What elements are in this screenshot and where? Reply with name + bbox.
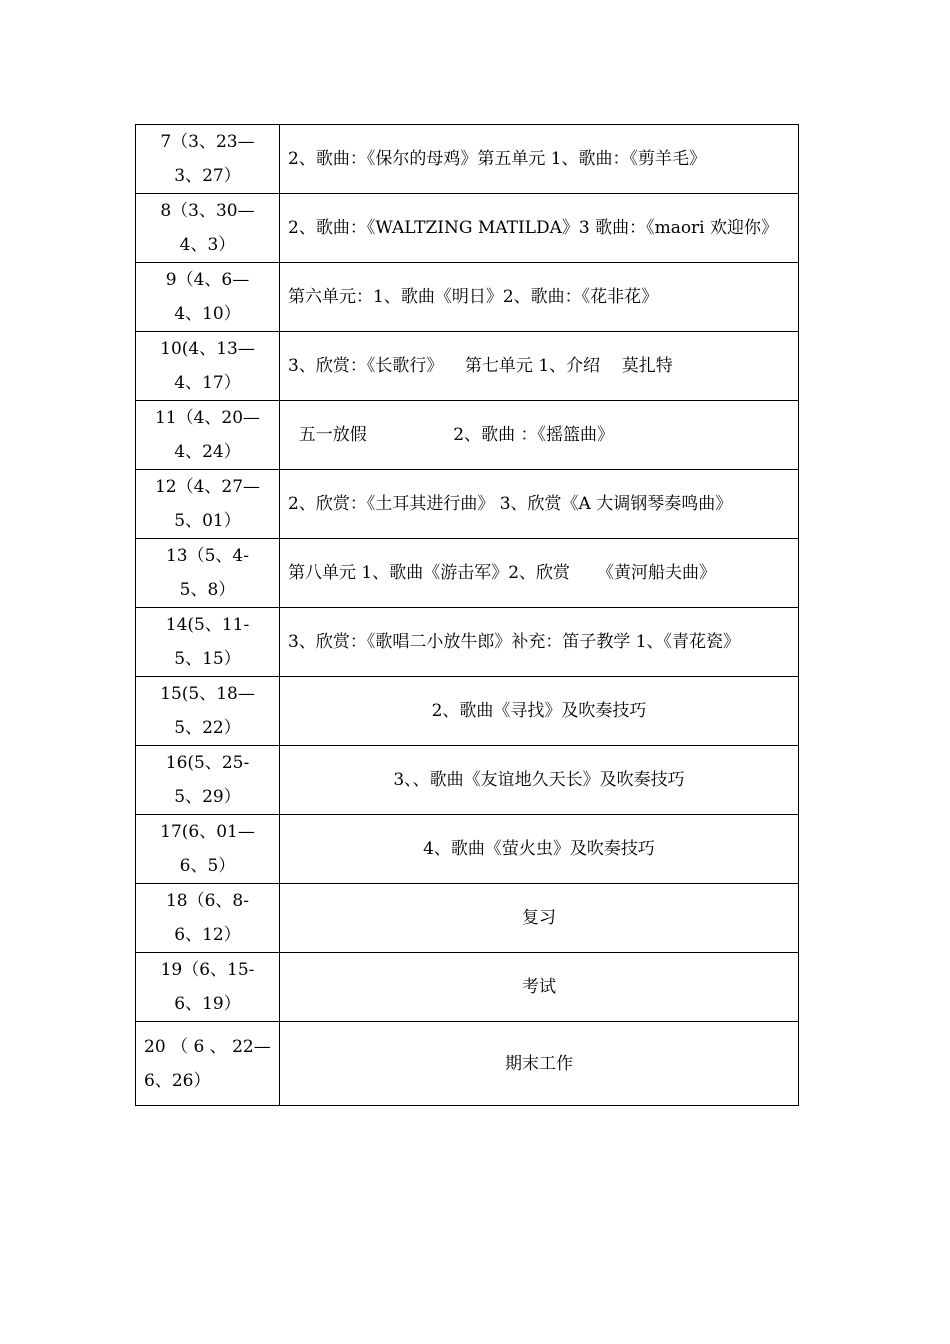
week-cell	[136, 677, 280, 746]
lesson-content: 2、歌曲：《保尔的母鸡》第五单元 1、歌曲：《剪羊毛》	[280, 125, 799, 194]
week-range-start: 20 （ 6 、 22—	[144, 1036, 271, 1057]
week-range-end: 5、8）	[179, 580, 236, 600]
week-range-start: 9（4、6—	[165, 270, 250, 290]
week-range-end: 5、22）	[174, 718, 241, 738]
week-range-end: 6、19）	[174, 994, 241, 1014]
week-cell	[136, 746, 280, 815]
week-range-end: 5、15）	[174, 649, 241, 669]
week-range-end: 3、27）	[174, 166, 241, 186]
week-cell	[136, 263, 280, 332]
week-cell	[136, 953, 280, 1022]
lesson-content: 2、歌曲《寻找》及吹奏技巧	[280, 677, 799, 746]
week-range-start: 14(5、11-	[165, 615, 250, 635]
table-row	[136, 125, 799, 194]
week-cell	[136, 884, 280, 953]
lesson-content: 五一放假 2、歌曲 ：《摇篮曲》	[280, 401, 799, 470]
week-cell	[136, 125, 280, 194]
week-cell	[136, 401, 280, 470]
week-range-start: 11（4、20—	[154, 408, 261, 428]
lesson-content: 3、欣赏：《长歌行》 第七单元 1、介绍 莫扎特	[280, 332, 799, 401]
teaching-schedule-table	[135, 124, 799, 1106]
lesson-content: 2、歌曲：《WALTZING MATILDA》3 歌曲：《maori 欢迎你》	[280, 194, 799, 263]
week-cell	[136, 332, 280, 401]
week-range-end: 4、3）	[179, 235, 236, 255]
lesson-content: 复习	[280, 884, 799, 953]
lesson-content: 3、、歌曲《友谊地久天长》及吹奏技巧	[280, 746, 799, 815]
week-cell	[136, 1022, 280, 1106]
week-range-end: 6、12）	[174, 925, 241, 945]
lesson-content: 第八单元 1、歌曲《游击军》2、欣赏 《黄河船夫曲》	[280, 539, 799, 608]
table-row	[136, 401, 799, 470]
week-range-start: 18（6、8-	[165, 891, 249, 911]
table-row	[136, 470, 799, 539]
week-range-start: 17(6、01—	[160, 822, 255, 842]
lesson-content: 2、欣赏：《土耳其进行曲》 3、欣赏《A 大调钢琴奏鸣曲》	[280, 470, 799, 539]
week-range-start: 7（3、23—	[160, 132, 255, 152]
week-range-end: 6、5）	[179, 856, 236, 876]
week-range-end: 4、17）	[174, 373, 241, 393]
week-cell	[136, 815, 280, 884]
week-range-start: 10(4、13—	[160, 339, 255, 359]
week-cell	[136, 539, 280, 608]
week-cell	[136, 608, 280, 677]
week-range-start: 13（5、4-	[165, 546, 249, 566]
table-row	[136, 263, 799, 332]
week-range-end: 4、10）	[174, 304, 241, 324]
week-cell	[136, 470, 280, 539]
table-row	[136, 194, 799, 263]
lesson-content: 3、欣赏：《歌唱二小放牛郎》补充：笛子教学 1、《青花瓷》	[280, 608, 799, 677]
week-range-end: 6、26）	[144, 1070, 211, 1091]
week-cell	[136, 194, 280, 263]
table-row	[136, 746, 799, 815]
week-range-end: 5、29）	[174, 787, 241, 807]
table-row	[136, 677, 799, 746]
table-row	[136, 953, 799, 1022]
week-range-start: 8（3、30—	[160, 201, 255, 221]
table-row	[136, 539, 799, 608]
week-range-start: 15(5、18—	[160, 684, 255, 704]
week-range-start: 19（6、15-	[160, 960, 255, 980]
table-row	[136, 332, 799, 401]
week-range-start: 16(5、25-	[165, 753, 250, 773]
lesson-content: 第六单元：1、歌曲《明日》2、歌曲：《花非花》	[280, 263, 799, 332]
table-row	[136, 608, 799, 677]
lesson-content: 考试	[280, 953, 799, 1022]
table-row	[136, 815, 799, 884]
table-row	[136, 884, 799, 953]
lesson-content: 4、歌曲《萤火虫》及吹奏技巧	[280, 815, 799, 884]
week-range-end: 4、24）	[174, 442, 241, 462]
week-range-start: 12（4、27—	[154, 477, 261, 497]
week-range-end: 5、01）	[174, 511, 241, 531]
lesson-content: 期末工作	[280, 1022, 799, 1106]
table-row	[136, 1022, 799, 1106]
